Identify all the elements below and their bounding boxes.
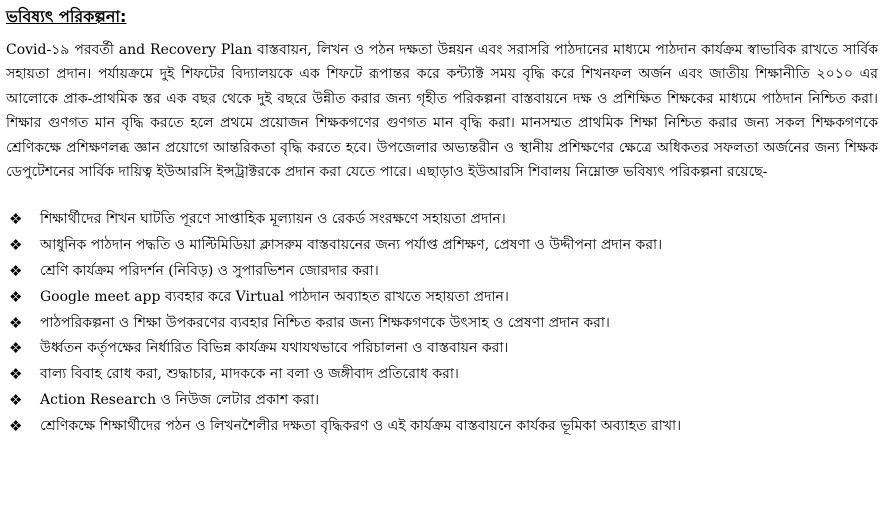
diamond-bullet-icon: ❖ [9,416,23,435]
list-item [6,311,878,337]
document-page [6,6,878,440]
list-item-text: Google meet app ব্যবহার করে Virtual পাঠদান অব্যাহত রাখতে সহায়তা প্রদান। [40,288,509,305]
list-item-text: বাল্য বিবাহ রোধ করা, শুদ্ধাচার, মাদককে না বলা ও জঙ্গীবাদ প্রতিরোধ করা। [40,366,459,383]
diamond-bullet-icon: ❖ [9,262,23,281]
diamond-bullet-icon: ❖ [9,313,23,332]
diamond-bullet-icon: ❖ [9,287,23,306]
list-item-text: পাঠপরিকল্পনা ও শিক্ষা উপকরণের ব্যবহার নিশ্চিত করার জন্য শিক্ষকগণকে উৎসাহ ও প্রেষণা প্রদান করা। [40,314,610,331]
list-item-text: শ্রেণি কার্যক্রম পরিদর্শন (নিবিড়) ও সুপারভিশন জোরদার করা। [40,263,379,280]
list-item-text: শ্রেণিকক্ষে শিক্ষার্থীদের পঠন ও লিখনশৈলীর দক্ষতা বৃদ্ধিকরণ ও এই কার্যক্রম বাস্তবায়নে কার্যকর ভূমিকা অব্যাহত রাখা। [40,417,682,434]
list-item [6,233,878,259]
plan-list [6,207,878,439]
diamond-bullet-icon: ❖ [9,236,23,255]
diamond-bullet-icon: ❖ [9,391,23,410]
list-item-text: Action Research ও নিউজ লেটার প্রকাশ করা। [40,392,320,409]
list-item [6,336,878,362]
diamond-bullet-icon: ❖ [9,339,23,358]
list-item [6,259,878,285]
list-item-text: আধুনিক পাঠদান পদ্ধতি ও মাল্টিমিডিয়া ক্লাসরুম বাস্তবায়নের জন্য পর্যাপ্ত প্রশিক্ষণ, প্রেষণা ও উদ্দীপনা প্রদান করা। [40,237,663,254]
list-item [6,388,878,414]
list-item [6,285,878,311]
list-item-text: উর্ধ্বতন কর্তৃপক্ষের নির্ধারিত বিভিন্ন কার্যক্রম যথাযথভাবে পরিচালনা ও বাস্তবায়ন করা। [40,340,509,357]
diamond-bullet-icon: ❖ [9,210,23,229]
section-heading: ভবিষ্যৎ পরিকল্পনা: [6,7,127,26]
list-item-text: শিক্ষার্থীদের শিখন ঘাটতি পূরণে সাপ্তাহিক মূল্যায়ন ও রেকর্ড সংরক্ষণে সহায়তা প্রদান। [40,211,506,228]
list-item [6,362,878,388]
diamond-bullet-icon: ❖ [9,365,23,384]
body-paragraph: Covid-১৯ পরবর্তী and Recovery Plan বাস্তবায়ন, লিখন ও পঠন দক্ষতা উন্নয়ন এবং সরাসরি পাঠদানের মাধ্যমে পাঠদান কার্যক্রম স্বাভাবিক রাখতে সার্বিক সহায়তা প্রদান। পর্যায়ক্রমে দুই শিফটের বিদ্যালয়কে এক শিফটে রূপান্তর করে কন্ট্যাক্ট সময় বৃদ্ধি করে শিখনফল অর্জন এবং জাতীয় শিক্ষানীতি ২০১০ এর আলোকে প্রাক-প্রাথমিক স্তর এক বছর থেকে দুই বছরে উন্নীত করার জন্য গৃহীত পরিকল্পনা বাস্তবায়নে দক্ষ ও প্রশিক্ষিত শিক্ষকের মাধ্যমে পাঠদান নিশ্চিত করা। শিক্ষার গুণগত মান বৃদ্ধি করতে হলে প্রথমে প্রয়োজন শিক্ষকগণের গুণগত মান বৃদ্ধি করা। মানসম্মত প্রাথমিক শিক্ষা নিশ্চিত করার জন্য সকল শিক্ষকগণকে শ্রেণিকক্ষে প্রশিক্ষণলব্ধ জ্ঞান প্রয়োগে আন্তরিকতা বৃদ্ধি করতে হবে। উপজেলার অভ্যন্তরীন ও স্থানীয় প্রশিক্ষণের ক্ষেত্রে অধিকতর সফলতা অর্জনের জন্য শিক্ষক ডেপুটেশনের সার্বিক দায়িত্ব ইউআরসি ইন্সট্রাক্টরকে প্রদান করা যেতে পারে। এছাড়াও ইউআরসি শিবালয় নিম্নোক্ত ভবিষ্যৎ পরিকল্পনা রয়েছে- [6,42,878,181]
list-item [6,207,878,233]
list-item [6,414,878,440]
